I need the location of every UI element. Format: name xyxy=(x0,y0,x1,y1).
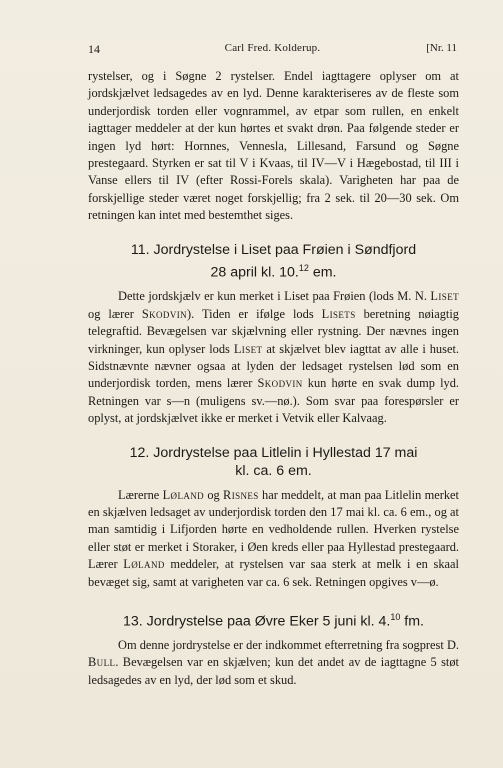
section-12-paragraph xyxy=(88,487,459,591)
s11-name-skodvin-2: Skodvin xyxy=(257,376,303,391)
page-body xyxy=(88,68,459,689)
section-11-heading xyxy=(88,241,459,282)
section-11-paragraph xyxy=(88,288,459,427)
s11-text-6: kun hørte en svak dump lyd. Retningen var s—n (muligens sv.—nø.). Som svar paa forespørsler er oplyst, at jordskjælvet ikke er merket i Vetvik eller Kalvaag. xyxy=(88,376,459,426)
s12-text-2: og xyxy=(204,487,224,502)
s13-text-1: Om denne jordrystelse er der indkommet efterretning fra sogprest D. xyxy=(118,637,459,652)
section-13-heading xyxy=(88,608,459,631)
section-11-heading-line1: 11. Jordrystelse i Liset paa Frøien i Søndfjord xyxy=(130,241,417,258)
section-11-heading-line2-pre: 28 april kl. 10. xyxy=(210,264,299,281)
s12-name-loland-2: Løland xyxy=(123,557,165,572)
section-11-time-minutes: 12 xyxy=(298,262,309,273)
intro-paragraph: rystelser, og i Søgne 2 rystelser. Endel iagttagere oplyser om at jordskjælvet ledsagedes av en lyd. Denne karakteriseres av de fleste som underjordisk torden eller vognrammel, av etpar som rullen, en enkelt iagttager meddeler at der kun hørtes et svakt drøn. Paa følgende steder er ingen lyd hørt: Hornnes, Vennesla, Lillesand, Farsund og Søgne prestegaard. Styrken er sat til V i Kvaas, til IV—V i Hægebostad, til III i Vanse ellers til IV (efter Rossi-Forels skala). Varigheten har paa de forskjellige steder været noget forskjellig; fra 2 sek. til 20—30 sek. Om retningen kan intet med bestemthet siges. xyxy=(88,69,459,223)
s12-name-risnes: Risnes xyxy=(223,487,259,502)
section-11-heading-line2-post: em. xyxy=(308,264,337,281)
section-13-heading-pre: 13. Jordrystelse paa Øvre Eker 5 juni kl. 4. xyxy=(123,613,391,630)
s11-text-5: at skjælvet blev iagttat av alle i huset. Sidstnævnte nævner ogsaa at lyden der ledsaget rystelsen lød som en underjordisk torden, mens lærer xyxy=(88,341,459,391)
s11-text-1: Dette jordskjælv er kun merket i Liset paa Frøien (lods M. N. xyxy=(118,289,431,304)
s11-name-lisets: Lisets xyxy=(321,306,356,321)
section-13-paragraph xyxy=(88,637,459,689)
s12-text-3: har meddelt, at man paa Litlelin merket en skjælven ledsaget av underjordisk torden den 17 mai kl. ca. 6 em., og at man samtidig i Lifjorden hørte en vedholdende rullen. Hverken rystelse eller støt er merket i Storaker, i Øen kreds eller paa Hyllestad prestegaard. Lærer xyxy=(88,487,459,572)
section-13-time-minutes: 10 xyxy=(390,612,401,623)
s12-text-4: meddeler, at rystelsen var saa sterk at melk i en skaal bevæget sig, samt at varigheten var ca. 6 sek. Retningen opgives v—ø. xyxy=(88,557,459,589)
s11-name-skodvin: Skodvin xyxy=(141,306,188,321)
s13-text-2: . Bevægelsen var en skjælven; kun det andet av de iagttagne 5 støt ledsagedes av en lyd, der lød som et skud. xyxy=(88,655,459,687)
section-12-heading-line1: 12. Jordrystelse paa Litlelin i Hyllestad 17 mai xyxy=(129,444,418,461)
section-12-heading-line2: kl. ca. 6 em. xyxy=(235,462,312,479)
s13-name-bull: Bull xyxy=(88,655,116,670)
running-title: Carl Fred. Kolderup. xyxy=(224,42,321,54)
s11-text-4: beretning nøiagtig telegraftid. Bevægelsen var skjælvning eller rystning. Der nævnes ingen virkninger, kun oplyser lods xyxy=(88,306,460,356)
section-13-heading-post: fm. xyxy=(400,613,424,630)
running-header xyxy=(88,42,457,58)
s12-name-loland: Løland xyxy=(162,487,205,502)
section-12-heading xyxy=(88,444,459,480)
s12-text-1: Lærerne xyxy=(118,487,163,502)
s11-name-liset: Liset xyxy=(430,289,459,304)
page-number: 14 xyxy=(88,42,100,56)
issue-reference: [Nr. 11 xyxy=(426,42,457,54)
s11-text-3: ). Tiden er ifølge lods xyxy=(187,306,322,321)
s11-text-2: og lærer xyxy=(88,306,142,321)
s11-name-liset-2: Liset xyxy=(233,341,263,356)
